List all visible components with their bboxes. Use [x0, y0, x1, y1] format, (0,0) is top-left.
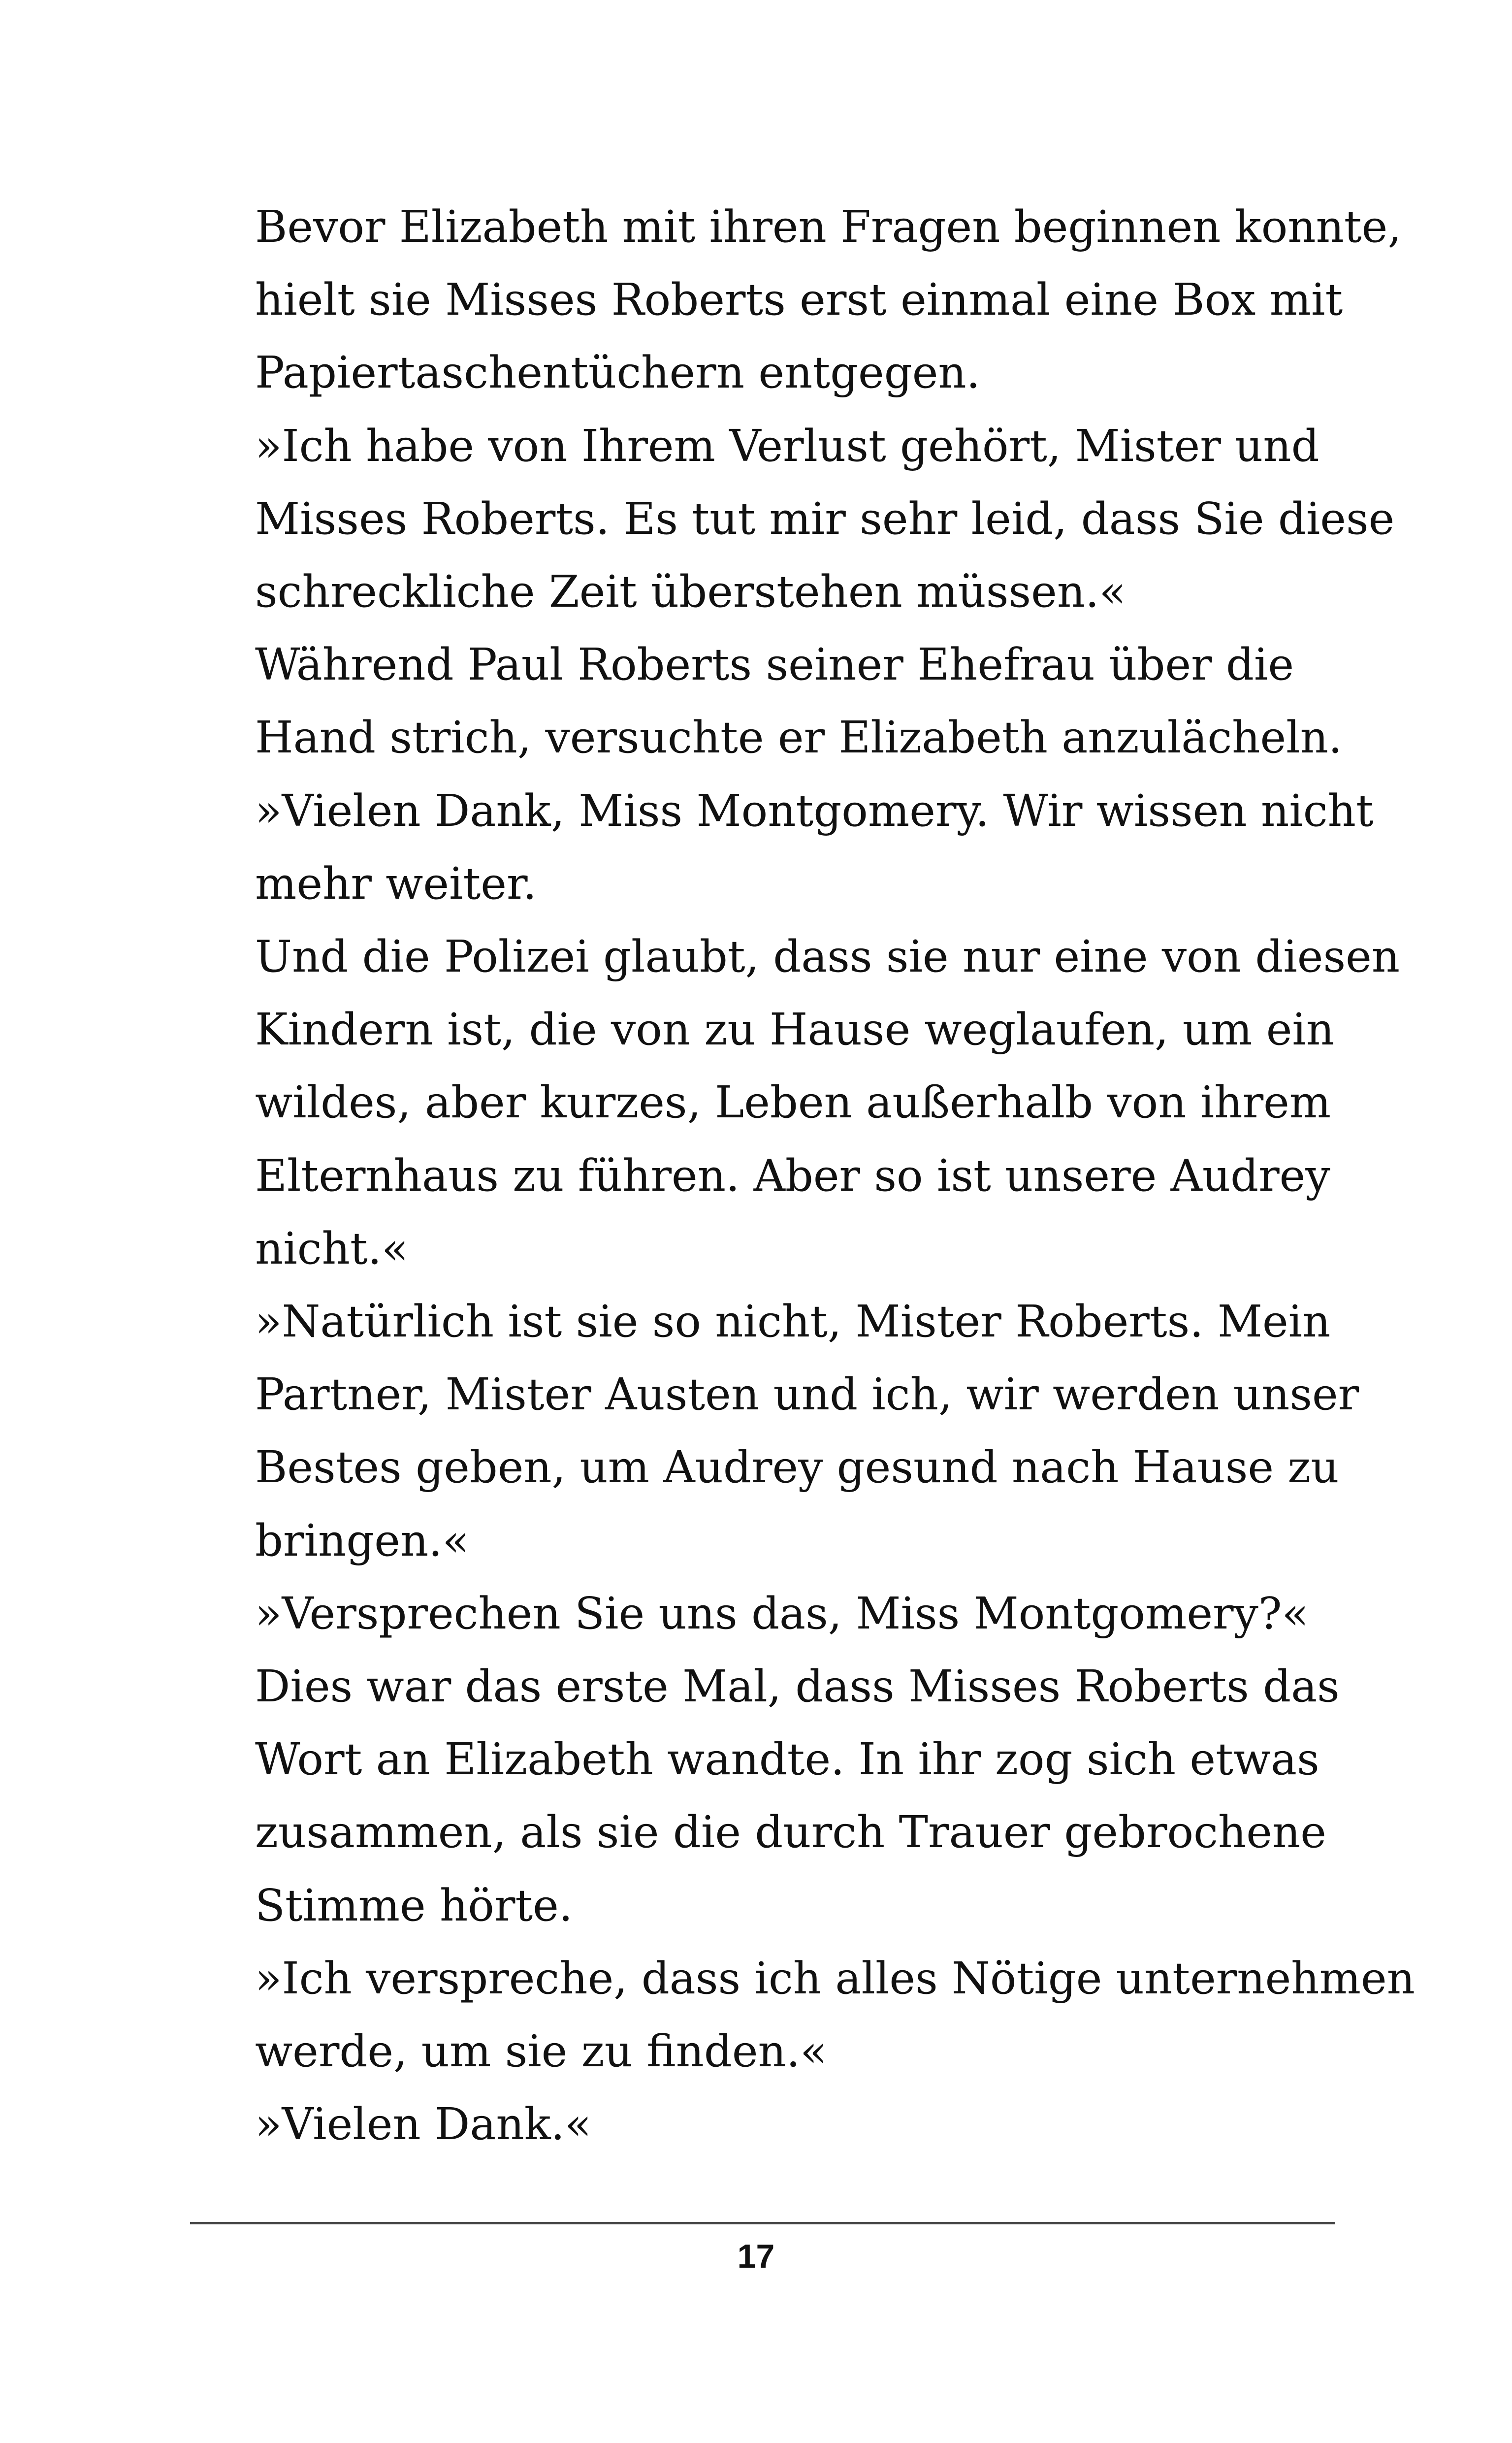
- paragraph: [197, 920, 1400, 1285]
- text-line: »Vielen Dank.«: [255, 2098, 592, 2150]
- text-line: werde, um sie zu finden.«: [255, 2025, 827, 2077]
- paragraph: [197, 628, 1359, 774]
- paragraph: [197, 1285, 1359, 1577]
- paragraph: [197, 2087, 1359, 2160]
- paragraph: [197, 409, 1395, 628]
- text-line: schreckliche Zeit überstehen müssen.«: [255, 566, 1126, 618]
- body-text: [197, 190, 1415, 2160]
- paragraph: [197, 190, 1402, 409]
- text-line: »Vielen Dank, Miss Montgomery. Wir wissen nicht: [255, 784, 1374, 836]
- text-line: Wort an Elizabeth wandte. In ihr zog sich etwas: [255, 1733, 1319, 1785]
- text-line: Papiertaschentüchern entgegen.: [255, 347, 980, 398]
- text-line: »Ich verspreche, dass ich alles Nötige unternehmen: [255, 1952, 1415, 2004]
- text-line: Partner, Mister Austen und ich, wir werden unser: [255, 1368, 1359, 1420]
- paragraph: [197, 1650, 1359, 1942]
- text-line: Hand strich, versuchte er Elizabeth anzulächeln.: [255, 712, 1343, 763]
- text-line: bringen.«: [255, 1514, 470, 1566]
- text-line: »Ich habe von Ihrem Verlust gehört, Mister und: [255, 420, 1319, 471]
- text-line: Bevor Elizabeth mit ihren Fragen beginnen konnte,: [255, 201, 1402, 252]
- text-line: Und die Polizei glaubt, dass sie nur eine von diesen: [255, 931, 1400, 982]
- text-line: wildes, aber kurzes, Leben außerhalb von ihrem: [255, 1076, 1331, 1128]
- text-line: hielt sie Misses Roberts erst einmal eine Box mit: [255, 274, 1343, 326]
- text-line: »Natürlich ist sie so nicht, Mister Roberts. Mein: [255, 1296, 1331, 1347]
- paragraph: [197, 1942, 1415, 2087]
- paragraph: [197, 774, 1374, 920]
- text-line: Während Paul Roberts seiner Ehefrau über die: [255, 639, 1294, 690]
- text-line: Elternhaus zu führen. Aber so ist unsere Audrey: [255, 1149, 1330, 1201]
- page-number: 17: [737, 2238, 775, 2275]
- text-line: Kindern ist, die von zu Hause weglaufen, um ein: [255, 1004, 1335, 1055]
- text-line: Misses Roberts. Es tut mir sehr leid, dass Sie diese: [255, 492, 1395, 544]
- text-line: »Versprechen Sie uns das, Miss Montgomery?«: [255, 1587, 1309, 1639]
- text-line: nicht.«: [255, 1222, 409, 1274]
- text-line: zusammen, als sie die durch Trauer gebrochene: [255, 1806, 1326, 1858]
- footer-divider: [190, 2222, 1335, 2224]
- text-line: Bestes geben, um Audrey gesund nach Hause zu: [255, 1441, 1339, 1493]
- text-line: Stimme hörte.: [255, 1879, 573, 1931]
- text-line: Dies war das erste Mal, dass Misses Roberts das: [255, 1661, 1340, 1712]
- paragraph: [197, 1577, 1359, 1650]
- text-line: mehr weiter.: [255, 857, 537, 909]
